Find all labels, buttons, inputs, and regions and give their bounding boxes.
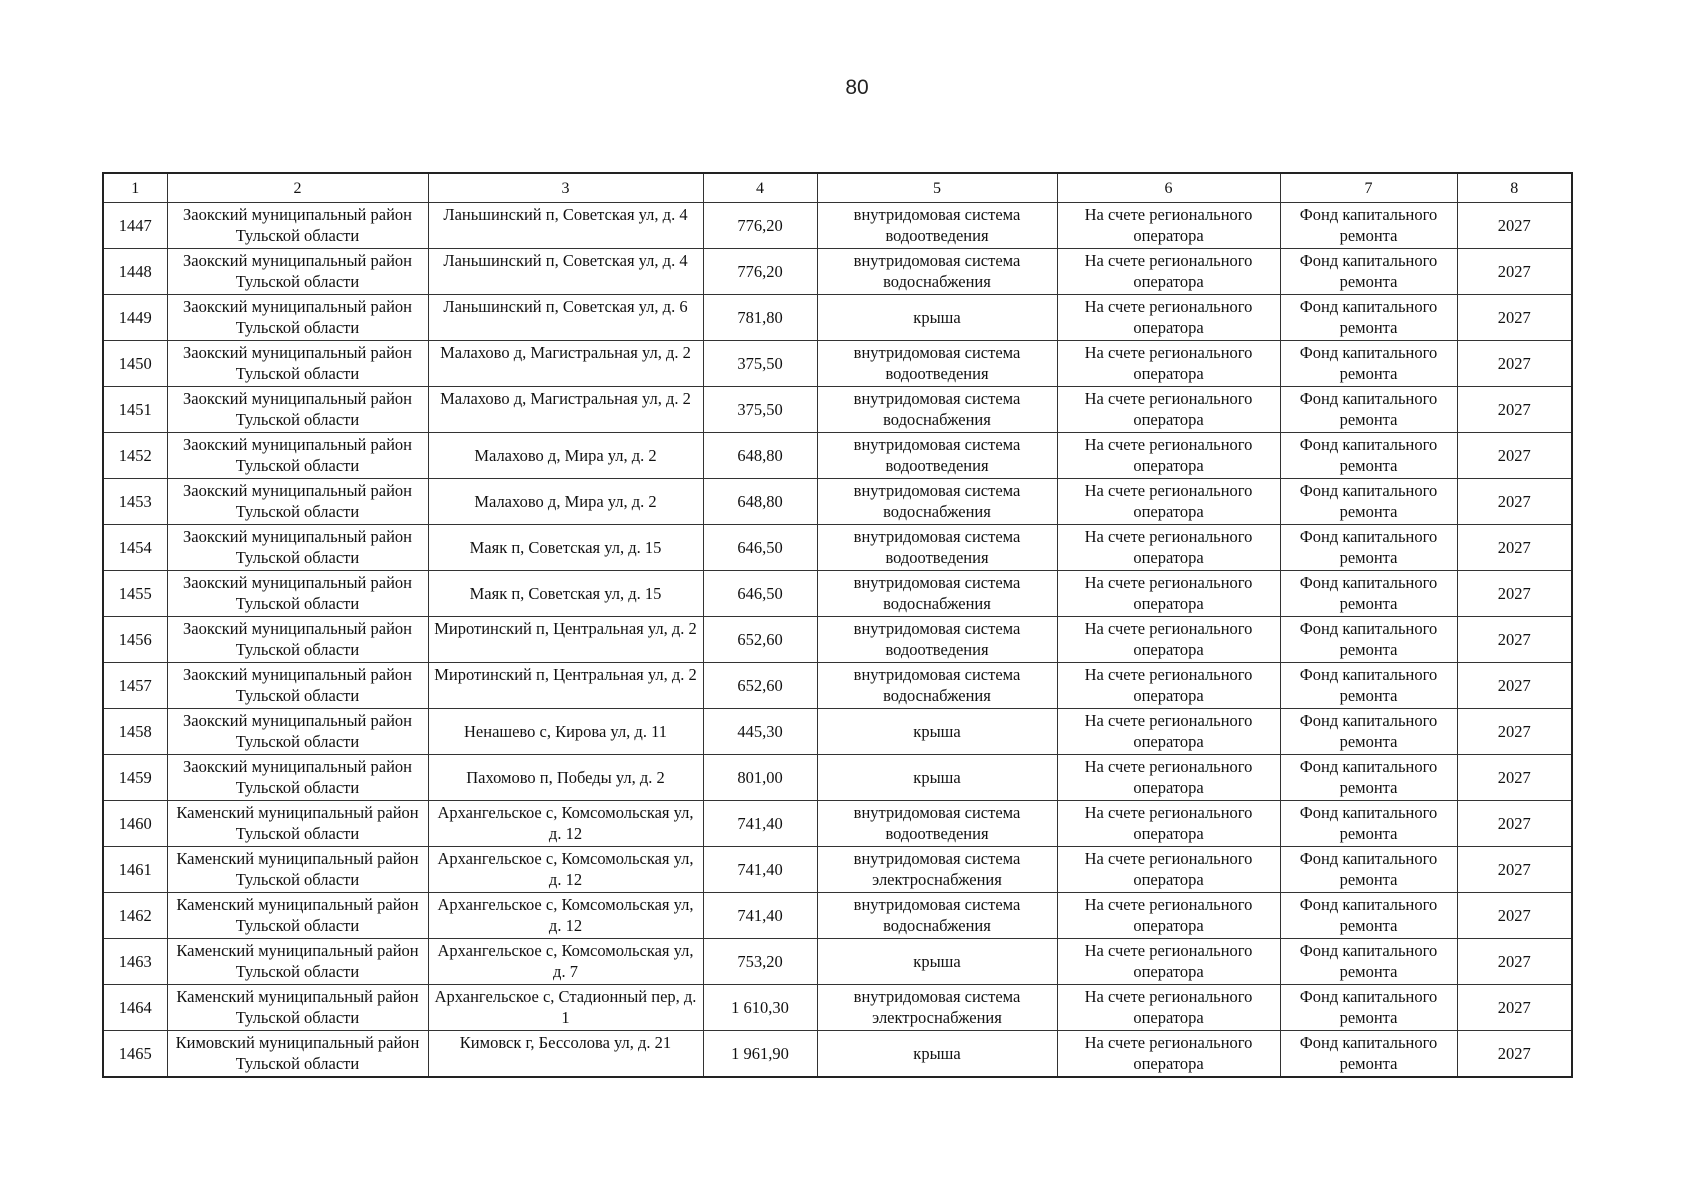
municipality-cell: Заокский муниципальный район Тульской области [167,755,428,801]
row-number-cell: 1448 [103,249,167,295]
row-number-cell: 1460 [103,801,167,847]
year-cell: 2027 [1457,893,1572,939]
row-number-cell: 1464 [103,985,167,1031]
year-cell: 2027 [1457,249,1572,295]
year-cell: 2027 [1457,1031,1572,1078]
area-cell: 776,20 [703,249,817,295]
funding-source-cell: Фонд капитального ремонта [1280,295,1457,341]
row-number-cell: 1463 [103,939,167,985]
address-cell: Малахово д, Мира ул, д. 2 [428,433,703,479]
area-cell: 648,80 [703,479,817,525]
municipality-cell: Каменский муниципальный район Тульской области [167,847,428,893]
fund-location-cell: На счете регионального оператора [1057,341,1280,387]
year-cell: 2027 [1457,939,1572,985]
fund-location-cell: На счете регионального оператора [1057,433,1280,479]
year-cell: 2027 [1457,709,1572,755]
area-cell: 801,00 [703,755,817,801]
year-cell: 2027 [1457,801,1572,847]
work-type-cell: внутридомовая система водоснабжения [817,387,1057,433]
column-header: 1 [103,173,167,203]
column-header: 8 [1457,173,1572,203]
address-cell: Пахомово п, Победы ул, д. 2 [428,755,703,801]
municipality-cell: Кимовский муниципальный район Тульской области [167,1031,428,1078]
municipality-cell: Заокский муниципальный район Тульской области [167,663,428,709]
fund-location-cell: На счете регионального оператора [1057,617,1280,663]
table-row [103,985,1572,1031]
table-row [103,1031,1572,1078]
funding-source-cell: Фонд капитального ремонта [1280,525,1457,571]
address-cell: Архангельское с, Комсомольская ул, д. 7 [428,939,703,985]
row-number-cell: 1453 [103,479,167,525]
area-cell: 776,20 [703,203,817,249]
year-cell: 2027 [1457,433,1572,479]
address-cell: Архангельское с, Стадионный пер, д. 1 [428,985,703,1031]
row-number-cell: 1461 [103,847,167,893]
row-number-cell: 1458 [103,709,167,755]
table-row [103,709,1572,755]
address-cell: Маяк п, Советская ул, д. 15 [428,571,703,617]
year-cell: 2027 [1457,755,1572,801]
row-number-cell: 1455 [103,571,167,617]
address-cell: Малахово д, Мира ул, д. 2 [428,479,703,525]
address-cell: Архангельское с, Комсомольская ул, д. 12 [428,847,703,893]
address-cell: Малахово д, Магистральная ул, д. 2 [428,341,703,387]
row-number-cell: 1450 [103,341,167,387]
row-number-cell: 1462 [103,893,167,939]
year-cell: 2027 [1457,617,1572,663]
fund-location-cell: На счете регионального оператора [1057,571,1280,617]
table-row [103,433,1572,479]
funding-source-cell: Фонд капитального ремонта [1280,663,1457,709]
fund-location-cell: На счете регионального оператора [1057,847,1280,893]
fund-location-cell: На счете регионального оператора [1057,801,1280,847]
work-type-cell: внутридомовая система водоснабжения [817,571,1057,617]
area-cell: 648,80 [703,433,817,479]
fund-location-cell: На счете регионального оператора [1057,479,1280,525]
row-number-cell: 1451 [103,387,167,433]
table-row [103,847,1572,893]
row-number-cell: 1465 [103,1031,167,1078]
funding-source-cell: Фонд капитального ремонта [1280,893,1457,939]
work-type-cell: внутридомовая система электроснабжения [817,985,1057,1031]
fund-location-cell: На счете регионального оператора [1057,755,1280,801]
funding-source-cell: Фонд капитального ремонта [1280,387,1457,433]
table-row [103,387,1572,433]
address-cell: Ланьшинский п, Советская ул, д. 4 [428,249,703,295]
area-cell: 646,50 [703,571,817,617]
year-cell: 2027 [1457,525,1572,571]
year-cell: 2027 [1457,203,1572,249]
area-cell: 1 610,30 [703,985,817,1031]
funding-source-cell: Фонд капитального ремонта [1280,249,1457,295]
municipality-cell: Каменский муниципальный район Тульской области [167,939,428,985]
municipality-cell: Заокский муниципальный район Тульской области [167,295,428,341]
year-cell: 2027 [1457,387,1572,433]
address-cell: Ненашево с, Кирова ул, д. 11 [428,709,703,755]
year-cell: 2027 [1457,479,1572,525]
area-cell: 741,40 [703,847,817,893]
address-cell: Кимовск г, Бессолова ул, д. 21 [428,1031,703,1078]
work-type-cell: внутридомовая система водоснабжения [817,893,1057,939]
municipality-cell: Каменский муниципальный район Тульской области [167,801,428,847]
funding-source-cell: Фонд капитального ремонта [1280,709,1457,755]
work-type-cell: внутридомовая система водоотведения [817,801,1057,847]
area-cell: 781,80 [703,295,817,341]
municipality-cell: Заокский муниципальный район Тульской области [167,249,428,295]
area-cell: 753,20 [703,939,817,985]
funding-source-cell: Фонд капитального ремонта [1280,1031,1457,1078]
work-type-cell: крыша [817,1031,1057,1078]
fund-location-cell: На счете регионального оператора [1057,387,1280,433]
table-row [103,203,1572,249]
address-cell: Миротинский п, Центральная ул, д. 2 [428,617,703,663]
municipality-cell: Заокский муниципальный район Тульской области [167,709,428,755]
column-header: 4 [703,173,817,203]
funding-source-cell: Фонд капитального ремонта [1280,433,1457,479]
year-cell: 2027 [1457,571,1572,617]
table-row [103,617,1572,663]
table-row [103,249,1572,295]
row-number-cell: 1459 [103,755,167,801]
area-cell: 646,50 [703,525,817,571]
area-cell: 741,40 [703,893,817,939]
municipality-cell: Заокский муниципальный район Тульской области [167,433,428,479]
area-cell: 375,50 [703,341,817,387]
area-cell: 375,50 [703,387,817,433]
fund-location-cell: На счете регионального оператора [1057,525,1280,571]
work-type-cell: крыша [817,709,1057,755]
area-cell: 652,60 [703,663,817,709]
municipality-cell: Заокский муниципальный район Тульской области [167,479,428,525]
municipality-cell: Заокский муниципальный район Тульской области [167,525,428,571]
table-row [103,525,1572,571]
table-row [103,571,1572,617]
year-cell: 2027 [1457,985,1572,1031]
page-number: 80 [845,76,869,99]
municipality-cell: Заокский муниципальный район Тульской области [167,571,428,617]
municipality-cell: Заокский муниципальный район Тульской области [167,341,428,387]
funding-source-cell: Фонд капитального ремонта [1280,479,1457,525]
work-type-cell: крыша [817,939,1057,985]
column-header: 6 [1057,173,1280,203]
funding-source-cell: Фонд капитального ремонта [1280,939,1457,985]
municipality-cell: Каменский муниципальный район Тульской области [167,893,428,939]
funding-source-cell: Фонд капитального ремонта [1280,801,1457,847]
year-cell: 2027 [1457,847,1572,893]
fund-location-cell: На счете регионального оператора [1057,295,1280,341]
funding-source-cell: Фонд капитального ремонта [1280,755,1457,801]
address-cell: Ланьшинский п, Советская ул, д. 6 [428,295,703,341]
work-type-cell: внутридомовая система водоснабжения [817,479,1057,525]
funding-source-cell: Фонд капитального ремонта [1280,571,1457,617]
fund-location-cell: На счете регионального оператора [1057,985,1280,1031]
area-cell: 652,60 [703,617,817,663]
work-type-cell: внутридомовая система водоотведения [817,433,1057,479]
work-type-cell: внутридомовая система электроснабжения [817,847,1057,893]
municipality-cell: Заокский муниципальный район Тульской области [167,617,428,663]
work-type-cell: внутридомовая система водоотведения [817,525,1057,571]
municipality-cell: Заокский муниципальный район Тульской области [167,387,428,433]
area-cell: 1 961,90 [703,1031,817,1078]
work-type-cell: крыша [817,295,1057,341]
row-number-cell: 1456 [103,617,167,663]
table-row [103,341,1572,387]
address-cell: Архангельское с, Комсомольская ул, д. 12 [428,801,703,847]
year-cell: 2027 [1457,295,1572,341]
year-cell: 2027 [1457,341,1572,387]
column-header: 3 [428,173,703,203]
fund-location-cell: На счете регионального оператора [1057,1031,1280,1078]
column-header: 7 [1280,173,1457,203]
row-number-cell: 1457 [103,663,167,709]
address-cell: Миротинский п, Центральная ул, д. 2 [428,663,703,709]
fund-location-cell: На счете регионального оператора [1057,709,1280,755]
row-number-cell: 1447 [103,203,167,249]
municipality-cell: Заокский муниципальный район Тульской области [167,203,428,249]
year-cell: 2027 [1457,663,1572,709]
column-header: 5 [817,173,1057,203]
work-type-cell: внутридомовая система водоотведения [817,341,1057,387]
funding-source-cell: Фонд капитального ремонта [1280,617,1457,663]
table-row [103,755,1572,801]
fund-location-cell: На счете регионального оператора [1057,249,1280,295]
work-type-cell: внутридомовая система водоотведения [817,617,1057,663]
table-row [103,893,1572,939]
work-type-cell: внутридомовая система водоотведения [817,203,1057,249]
table-row [103,939,1572,985]
header-row [103,173,1572,203]
work-type-cell: внутридомовая система водоснабжения [817,663,1057,709]
fund-location-cell: На счете регионального оператора [1057,663,1280,709]
row-number-cell: 1452 [103,433,167,479]
table-row [103,479,1572,525]
fund-location-cell: На счете регионального оператора [1057,893,1280,939]
fund-location-cell: На счете регионального оператора [1057,939,1280,985]
work-type-cell: крыша [817,755,1057,801]
municipality-cell: Каменский муниципальный район Тульской области [167,985,428,1031]
row-number-cell: 1449 [103,295,167,341]
table-row [103,295,1572,341]
row-number-cell: 1454 [103,525,167,571]
area-cell: 741,40 [703,801,817,847]
work-type-cell: внутридомовая система водоснабжения [817,249,1057,295]
capital-repair-table [102,172,1573,1078]
fund-location-cell: На счете регионального оператора [1057,203,1280,249]
funding-source-cell: Фонд капитального ремонта [1280,203,1457,249]
address-cell: Маяк п, Советская ул, д. 15 [428,525,703,571]
table-row [103,801,1572,847]
address-cell: Архангельское с, Комсомольская ул, д. 12 [428,893,703,939]
table-body [103,203,1572,1078]
column-header: 2 [167,173,428,203]
table-row [103,663,1572,709]
address-cell: Ланьшинский п, Советская ул, д. 4 [428,203,703,249]
address-cell: Малахово д, Магистральная ул, д. 2 [428,387,703,433]
funding-source-cell: Фонд капитального ремонта [1280,847,1457,893]
funding-source-cell: Фонд капитального ремонта [1280,985,1457,1031]
area-cell: 445,30 [703,709,817,755]
funding-source-cell: Фонд капитального ремонта [1280,341,1457,387]
